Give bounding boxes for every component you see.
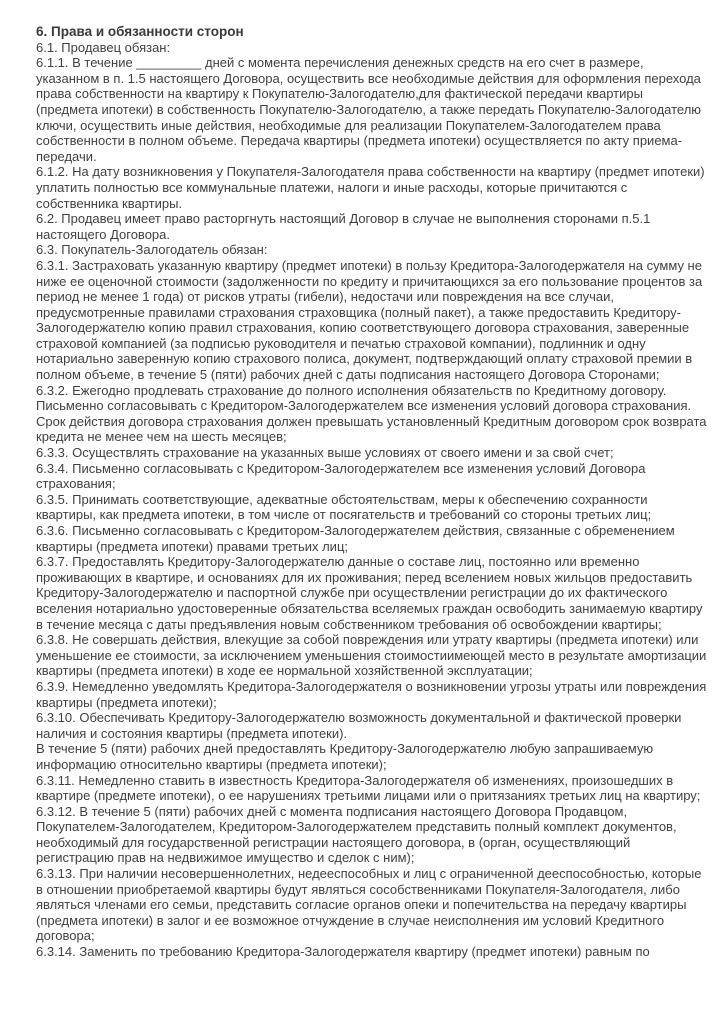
clause-paragraph: 6.3. Покупатель-Залогодатель обязан: (36, 242, 268, 258)
clause-paragraph: В течение 5 (пяти) рабочих дней предоставлять Кредитору-Залогодержателю любую запрашиваемую информацию относительно квартиры (предмета ипотеки); (36, 741, 654, 772)
clause-paragraph: 6.3.1. Застраховать указанную квартиру (предмет ипотеки) в пользу Кредитора-Залогодержателя на сумму не ниже ее оценочной стоимости (задолженности по кредиту и причитающихся за его пользование процентов за период не менее 1 года) от рисков утраты (гибели), недостачи или повреждения на все случаи, предусмотренные правилами страхования страховщика (полный пакет), а также предоставить Кредитору-Залогодержателю копию правил страхования, копию соответствующего договора страхования, заверенные страховой компанией (за подписью руководителя и печатью страховой компании), подлинник и одну нотариально заверенную копию страхового полиса, документ, подтверждающий оплату страховой премии в полном объеме, в течение 5 (пяти) рабочих дней с даты подписания настоящего Договора Сторонами; (36, 257, 703, 383)
clause-paragraph: 6.3.14. Заменить по требованию Кредитора-Залогодержателя квартиру (предмет ипотеки) равным по (36, 944, 650, 960)
clause-paragraph: 6.3.6. Письменно согласовывать с Кредитором-Залогодержателем действия, связанные с обременением квартиры (предмета ипотеки) правами третьих лиц; (36, 523, 675, 554)
clause-paragraph: 6.3.13. При наличии несовершеннолетних, недееспособных и лиц с ограниченной дееспособностью, которые в отношении приобретаемой квартиры будут являться сособственниками Покупателя-Залогодателя, либо являться членами его семьи, представить согласие органов опеки и попечительства на передачу квартиры (предмета ипотеки) в залог и ее возможное отчуждение в случае неисполнения им условий Кредитного договора; (36, 866, 702, 944)
clause-paragraph: 6.1.2. На дату возникновения у Покупателя-Залогодателя права собственности на квартиру (предмет ипотеки) уплатить полностью все коммунальные платежи, налоги и иные расходы, которые причитаются с собственника квартиры. (36, 164, 705, 211)
contract-document-page (36, 24, 708, 960)
clauses-list (36, 40, 708, 960)
clause-paragraph: 6.3.8. Не совершать действия, влекущие за собой повреждения или утрату квартиры (предмета ипотеки) или уменьшение ее стоимости, за исключением уменьшения стоимостиимеющей место в результате амортизации квартиры (предмета ипотеки) в ходе ее нормальной хозяйственной эксплуатации; (36, 632, 707, 679)
clause-paragraph: 6.3.2. Ежегодно продлевать страхование до полного исполнения обязательств по Кредитному договору. Письменно согласовывать с Кредитором-Залогодержателем все изменения условий договора страхования. Срок действия договора страхования должен превышать установленный Кредитным договором срок возврата кредита не менее чем на шесть месяцев; (36, 382, 707, 445)
clause-paragraph: 6.3.3. Осуществлять страхование на указанных выше условиях от своего имени и за свой счет; (36, 445, 614, 461)
clause-paragraph: 6.3.10. Обеспечивать Кредитору-Залогодержателю возможность документальной и фактической проверки наличия и состояния квартиры (предмета ипотеки). (36, 710, 682, 741)
clause-paragraph: 6.3.12. В течение 5 (пяти) рабочих дней с момента подписания настоящего Договора Продавцом, Покупателем-Залогодателем, Кредитором-Залогодержателем представить полный комплект документов, необходимый для государственной регистрации настоящего договора, в (орган, осуществляющий регистрацию прав на недвижимое имущество и сделок с ним); (36, 803, 677, 866)
section-title: 6. Права и обязанности сторон (36, 24, 244, 39)
clause-paragraph: 6.3.11. Немедленно ставить в известность Кредитора-Залогодержателя об изменениях, произошедших в квартире (предмете ипотеки), о ее нарушениях третьими лицами или о притязаниях третьих лиц на квартиру; (36, 772, 701, 804)
clause-paragraph: 6.1. Продавец обязан: (36, 39, 171, 55)
clause-paragraph: 6.3.9. Немедленно уведомлять Кредитора-Залогодержателя о возникновении угрозы утраты или повреждения квартиры (предмета ипотеки); (36, 678, 707, 710)
clause-paragraph: 6.2. Продавец имеет право расторгнуть настоящий Договор в случае не выполнения сторонами п.5.1 настоящего Договора. (36, 211, 651, 242)
clause-paragraph: 6.3.7. Предоставлять Кредитору-Залогодержателю данные о составе лиц, постоянно или временно проживающих в квартире, и основаниях для их проживания; перед вселением новых жильцов предоставить Кредитору-Залогодержателю и паспортной службе при осуществлении регистрации до их фактического вселения нотариально удостоверенные обязательства вселяемых граждан освободить занимаемую квартиру в течение месяца с даты предъявления новым собственником требования об освобождении квартиры; (36, 554, 703, 632)
clause-paragraph: 6.3.4. Письменно согласовывать с Кредитором-Залогодержателем все изменения условий Договора страхования; (36, 460, 646, 492)
clause-paragraph: 6.3.5. Принимать соответствующие, адекватные обстоятельствам, меры к обеспечению сохранности квартиры, как предмета ипотеки, в том числе от посягательств и требований со стороны третьих лиц; (36, 491, 652, 523)
clause-paragraph: 6.1.1. В течение _________ дней с момента перечисления денежных средств на его счет в размере, указанном в п. 1.5 настоящего Договора, осуществить все необходимые действия для оформления перехода права собственности на квартиру к Покупателю-Залогодателю,для фактической передачи квартиры (предмета ипотеки) в собственность Покупателю-Залогодателю, а также передать Покупателю-Залогодателю ключи, осуществить иные действия, необходимые для реализации Покупателем-Залогодателем права собственности в полном объеме. Передача квартиры (предмета ипотеки) осуществляется по акту приема-передачи. (36, 55, 702, 164)
